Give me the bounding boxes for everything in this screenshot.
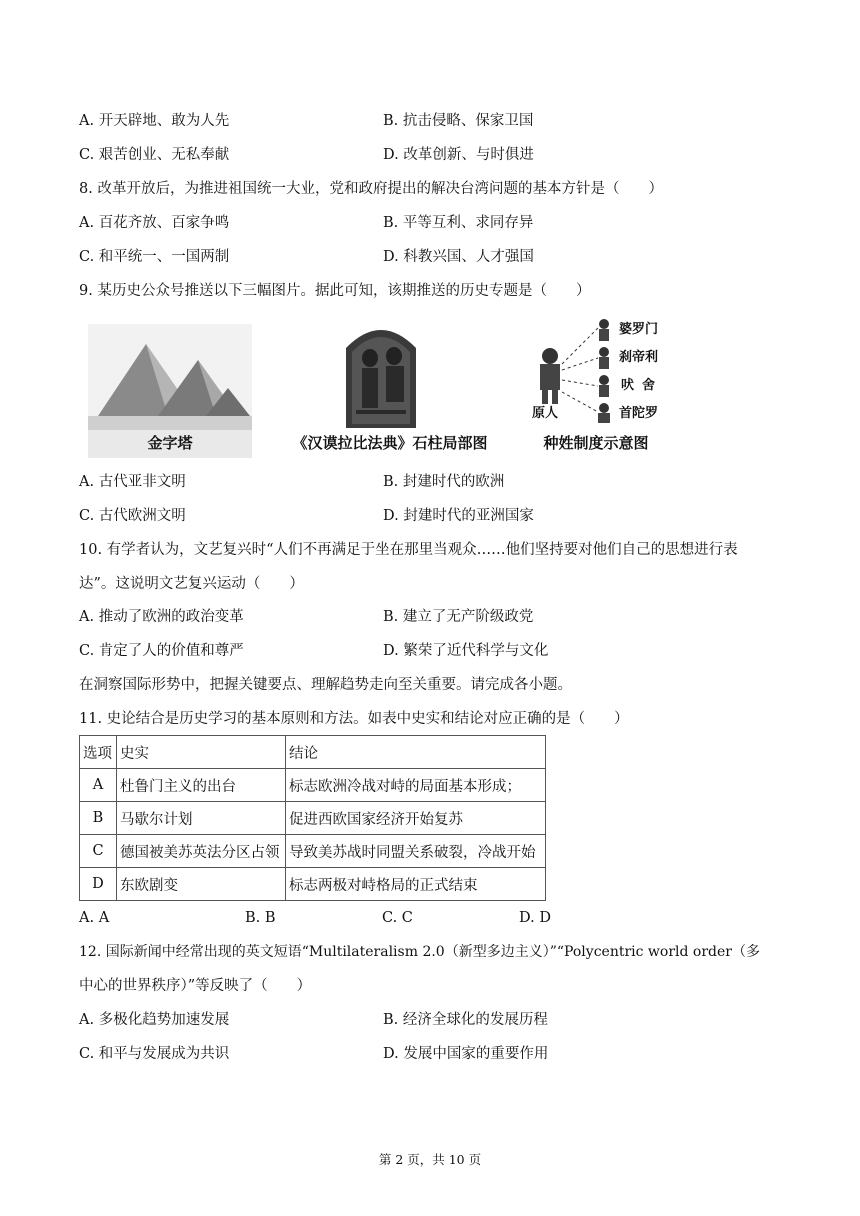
caste-label-shudra: 首陀罗 — [619, 406, 659, 421]
caste-label-vaishya: 吠舍 — [621, 378, 664, 393]
page-footer: 第 2 页，共 10 页 — [378, 1152, 482, 1167]
table-header-cell: 结论 — [286, 736, 546, 769]
q12-option-c: C. 和平与发展成为共识 — [79, 1046, 230, 1062]
table-row — [80, 769, 546, 802]
q10-option-b: B. 建立了无产阶级政党 — [383, 609, 534, 625]
table-row — [80, 835, 546, 868]
q8-option-d: D. 科教兴国、人才强国 — [383, 249, 534, 265]
table-cell: C — [80, 835, 117, 868]
q8-option-b: B. 平等互利、求同存异 — [383, 215, 534, 231]
table-row — [80, 802, 546, 835]
table-header-row — [80, 736, 546, 769]
q12-stem-line1: 12. 国际新闻中经常出现的英文短语“Multilateralism 2.0（新型多边主义）”“Polycentric world order（多 — [79, 944, 760, 960]
q12-option-a: A. 多极化趋势加速发展 — [79, 1012, 230, 1028]
caste-label-kshatriya: 刹帝利 — [619, 350, 659, 365]
q9-option-c: C. 古代欧洲文明 — [79, 508, 186, 524]
q11-option-b: B. B — [245, 910, 276, 926]
q11-option-d: D. D — [519, 910, 551, 926]
table-cell: 导致美苏战时同盟关系破裂，冷战开始 — [286, 835, 546, 868]
q11-option-c: C. C — [382, 910, 413, 926]
q11-stem: 11. 史论结合是历史学习的基本原则和方法。如表中史实和结论对应正确的是（ ） — [79, 711, 629, 727]
table-cell: 德国被美苏英法分区占领 — [117, 835, 286, 868]
hammurabi-stele-image — [336, 318, 426, 428]
table-cell: 标志两极对峙格局的正式结束 — [286, 868, 546, 901]
pyramid-caption: 金字塔 — [147, 434, 193, 452]
q7-option-b: B. 抗击侵略、保家卫国 — [383, 113, 534, 129]
q11-option-a: A. A — [79, 910, 110, 926]
caste-caption: 种姓制度示意图 — [543, 434, 649, 452]
q8-option-a: A. 百花齐放、百家争鸣 — [79, 215, 230, 231]
q8-option-c: C. 和平统一、一国两制 — [79, 249, 230, 265]
q8-stem: 8. 改革开放后，为推进祖国统一大业，党和政府提出的解决台湾问题的基本方针是（ ） — [79, 181, 663, 197]
q10-stem-line1: 10. 有学者认为，文艺复兴时“人们不再满足于坐在那里当观众……他们坚持要对他们自己的思想进行表 — [79, 542, 738, 558]
table-cell: 促进西欧国家经济开始复苏 — [286, 802, 546, 835]
table-cell: 马歇尔计划 — [117, 802, 286, 835]
table-row — [80, 868, 546, 901]
q7-option-c: C. 艰苦创业、无私奉献 — [79, 147, 230, 163]
q7-option-d: D. 改革创新、与时俱进 — [383, 147, 534, 163]
section-intro: 在洞察国际形势中，把握关键要点、理解趋势走向至关重要。请完成各小题。 — [79, 677, 572, 693]
q12-option-d: D. 发展中国家的重要作用 — [383, 1046, 549, 1062]
q11-table — [79, 735, 546, 901]
q10-option-a: A. 推动了欧洲的政治变革 — [79, 609, 244, 625]
q10-stem-line2: 达”。这说明文艺复兴运动（ ） — [79, 576, 304, 592]
table-cell: A — [80, 769, 117, 802]
q9-stem: 9. 某历史公众号推送以下三幅图片。据此可知，该期推送的历史专题是（ ） — [79, 283, 591, 299]
table-cell: B — [80, 802, 117, 835]
table-header-cell: 选项 — [80, 736, 117, 769]
table-cell: D — [80, 868, 117, 901]
table-cell: 标志欧洲冷战对峙的局面基本形成； — [286, 769, 546, 802]
q9-option-d: D. 封建时代的亚洲国家 — [383, 508, 534, 524]
q9-option-a: A. 古代亚非文明 — [79, 474, 186, 490]
table-cell: 东欧剧变 — [117, 868, 286, 901]
q12-option-b: B. 经济全球化的发展历程 — [383, 1012, 548, 1028]
q12-stem-line2: 中心的世界秩序）”等反映了（ ） — [79, 978, 312, 994]
stele-caption: 《汉谟拉比法典》石柱局部图 — [292, 434, 488, 452]
table-cell: 杜鲁门主义的出台 — [117, 769, 286, 802]
q7-option-a: A. 开天辟地、敢为人先 — [79, 113, 230, 129]
q10-option-c: C. 肯定了人的价值和尊严 — [79, 643, 244, 659]
caste-label-brahmin: 婆罗门 — [619, 322, 659, 337]
caste-origin-label: 原人 — [532, 406, 559, 421]
q10-option-d: D. 繁荣了近代科学与文化 — [383, 643, 549, 659]
q9-option-b: B. 封建时代的欧洲 — [383, 474, 505, 490]
table-header-cell: 史实 — [117, 736, 286, 769]
